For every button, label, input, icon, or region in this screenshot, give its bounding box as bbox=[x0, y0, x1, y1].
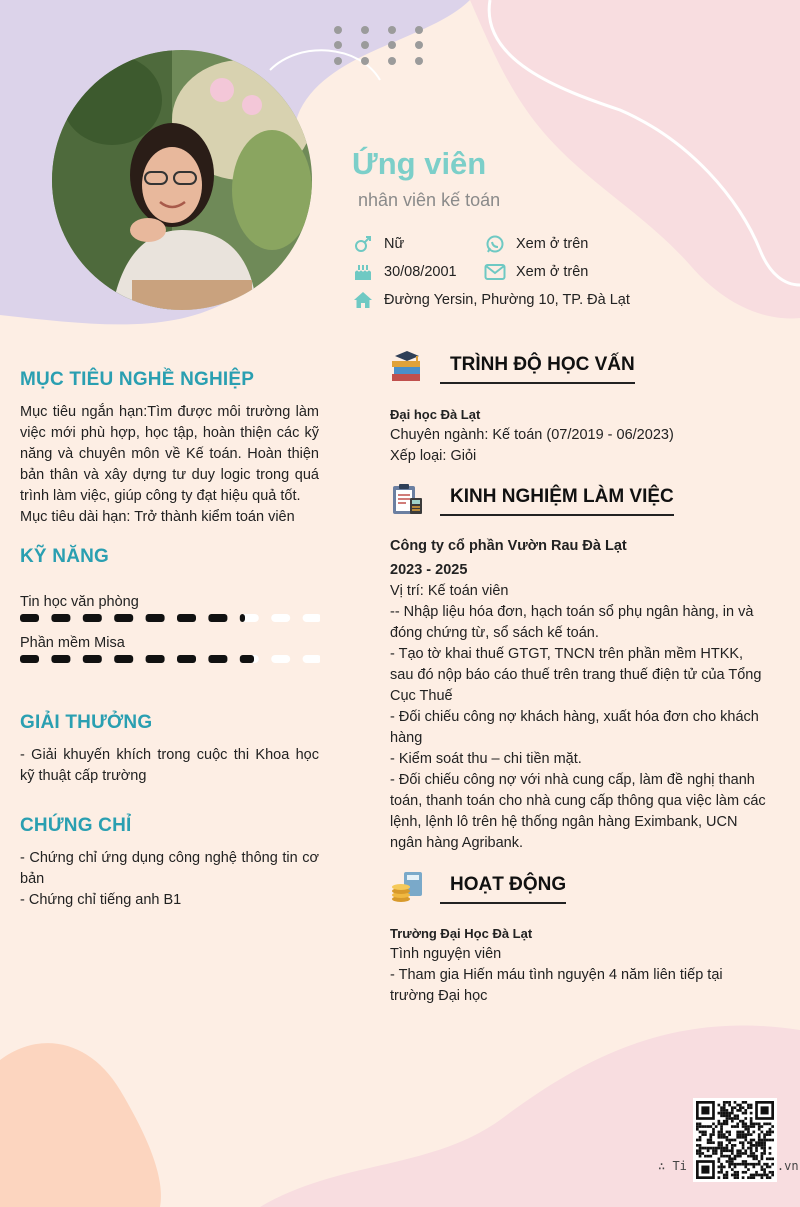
activities-heading bbox=[390, 870, 566, 904]
books-icon bbox=[390, 350, 424, 384]
organization: Trường Đại Học Đà Lạt bbox=[390, 926, 533, 941]
work-period: 2023 - 2025 bbox=[390, 562, 468, 578]
certificate-item: - Chứng chỉ ứng dụng công nghệ thông tin cơ bản bbox=[20, 850, 319, 887]
activities-block bbox=[390, 923, 770, 1007]
awards-heading: GIẢI THƯỞNG bbox=[20, 712, 153, 733]
education-block bbox=[390, 404, 674, 467]
position: Vị trí: Kế toán viên bbox=[390, 583, 509, 599]
gender-icon bbox=[352, 234, 374, 254]
skill-level-bar bbox=[20, 654, 320, 664]
phone-value: Xem ở trên bbox=[516, 236, 589, 252]
email-row bbox=[484, 262, 588, 282]
gender-row bbox=[352, 234, 404, 254]
activity-desc: - Tham gia Hiến máu tình nguyện 4 năm liên tiếp tại trường Đại học bbox=[390, 967, 723, 1004]
address-row bbox=[352, 290, 630, 310]
education-title: TRÌNH ĐỘ HỌC VẤN bbox=[440, 354, 635, 384]
birthday-row bbox=[352, 262, 457, 282]
duty-item: - Đối chiếu công nợ khách hàng, xuất hóa đơn cho khách hàng bbox=[390, 709, 759, 746]
home-icon bbox=[352, 290, 374, 310]
education-heading bbox=[390, 350, 635, 384]
duty-item: -- Nhập liệu hóa đơn, hạch toán sổ phụ ngân hàng, in và đóng chứng từ, sổ sách kế toán. bbox=[390, 604, 754, 641]
school-name: Đại học Đà Lạt bbox=[390, 407, 481, 422]
duty-item: - Đối chiếu công nợ với nhà cung cấp, làm đề nghị thanh toán, thanh toán cho nhà cung cấp thông qua việc làm các lệnh, lệnh lô trên hệ thống ngân hàng Eximbank, UCN ngân hàng Agribank. bbox=[390, 772, 766, 851]
skills-heading: KỸ NĂNG bbox=[20, 546, 110, 567]
duty-item: - Tạo tờ khai thuế GTGT, TNCN trên phần mềm HTKK, sau đó nộp báo cáo thuế trên trang thuế điện tử của Tổng Cục Thuế bbox=[390, 646, 762, 704]
phone-row bbox=[484, 234, 588, 254]
cake-icon bbox=[352, 262, 374, 282]
duty-item: - Kiểm soát thu – chi tiền mặt. bbox=[390, 751, 582, 767]
awards-text: - Giải khuyến khích trong cuộc thi Khoa học kỹ thuật cấp trường bbox=[20, 747, 319, 784]
skill-name: Phần mềm Misa bbox=[20, 635, 125, 651]
clipboard-icon bbox=[390, 482, 424, 516]
experience-title: KINH NGHIỆM LÀM VIỆC bbox=[440, 486, 674, 516]
address-value: Đường Yersin, Phường 10, TP. Đà Lạt bbox=[384, 292, 630, 308]
company-name: Công ty cổ phần Vườn Rau Đà Lạt bbox=[390, 538, 627, 554]
certificate-item: - Chứng chỉ tiếng anh B1 bbox=[20, 892, 182, 908]
gender-value: Nữ bbox=[384, 236, 405, 252]
skill-name: Tin học văn phòng bbox=[20, 594, 139, 610]
activities-title: HOẠT ĐỘNG bbox=[440, 874, 566, 904]
experience-block bbox=[390, 536, 770, 854]
role: Tình nguyện viên bbox=[390, 946, 502, 962]
email-value: Xem ở trên bbox=[516, 264, 589, 280]
certificates-heading: CHỨNG CHỈ bbox=[20, 815, 132, 836]
experience-heading bbox=[390, 482, 674, 516]
job-title: nhân viên kế toán bbox=[358, 190, 501, 210]
coins-icon bbox=[390, 870, 424, 904]
skill-level-bar bbox=[20, 613, 320, 623]
rank: Xếp loại: Giỏi bbox=[390, 448, 477, 464]
mail-icon bbox=[484, 262, 506, 282]
career-goal-heading: MỤC TIÊU NGHỀ NGHIỆP bbox=[20, 369, 255, 390]
career-goal-text: Mục tiêu ngắn hạn:Tìm được môi trường làm việc mới phù hợp, học tập, hoàn thiện các kỹ năng và chuyên môn về Kế toán. Hoàn thiện bản thân và xây dựng tư duy logic trong quá trình làm việc, giúp công ty đạt hiệu quả tốt. Mục tiêu dài hạn: Trở thành kiểm toán viên bbox=[20, 404, 319, 525]
candidate-name: Ứng viên bbox=[352, 146, 487, 181]
whatsapp-icon bbox=[484, 234, 506, 254]
profile-photo bbox=[52, 50, 312, 310]
certificates-text bbox=[20, 848, 319, 911]
birthday-value: 30/08/2001 bbox=[384, 264, 457, 280]
watermark: ∴ Ti .vn bbox=[658, 1159, 799, 1173]
major: Chuyên ngành: Kế toán (07/2019 - 06/2023) bbox=[390, 427, 674, 443]
